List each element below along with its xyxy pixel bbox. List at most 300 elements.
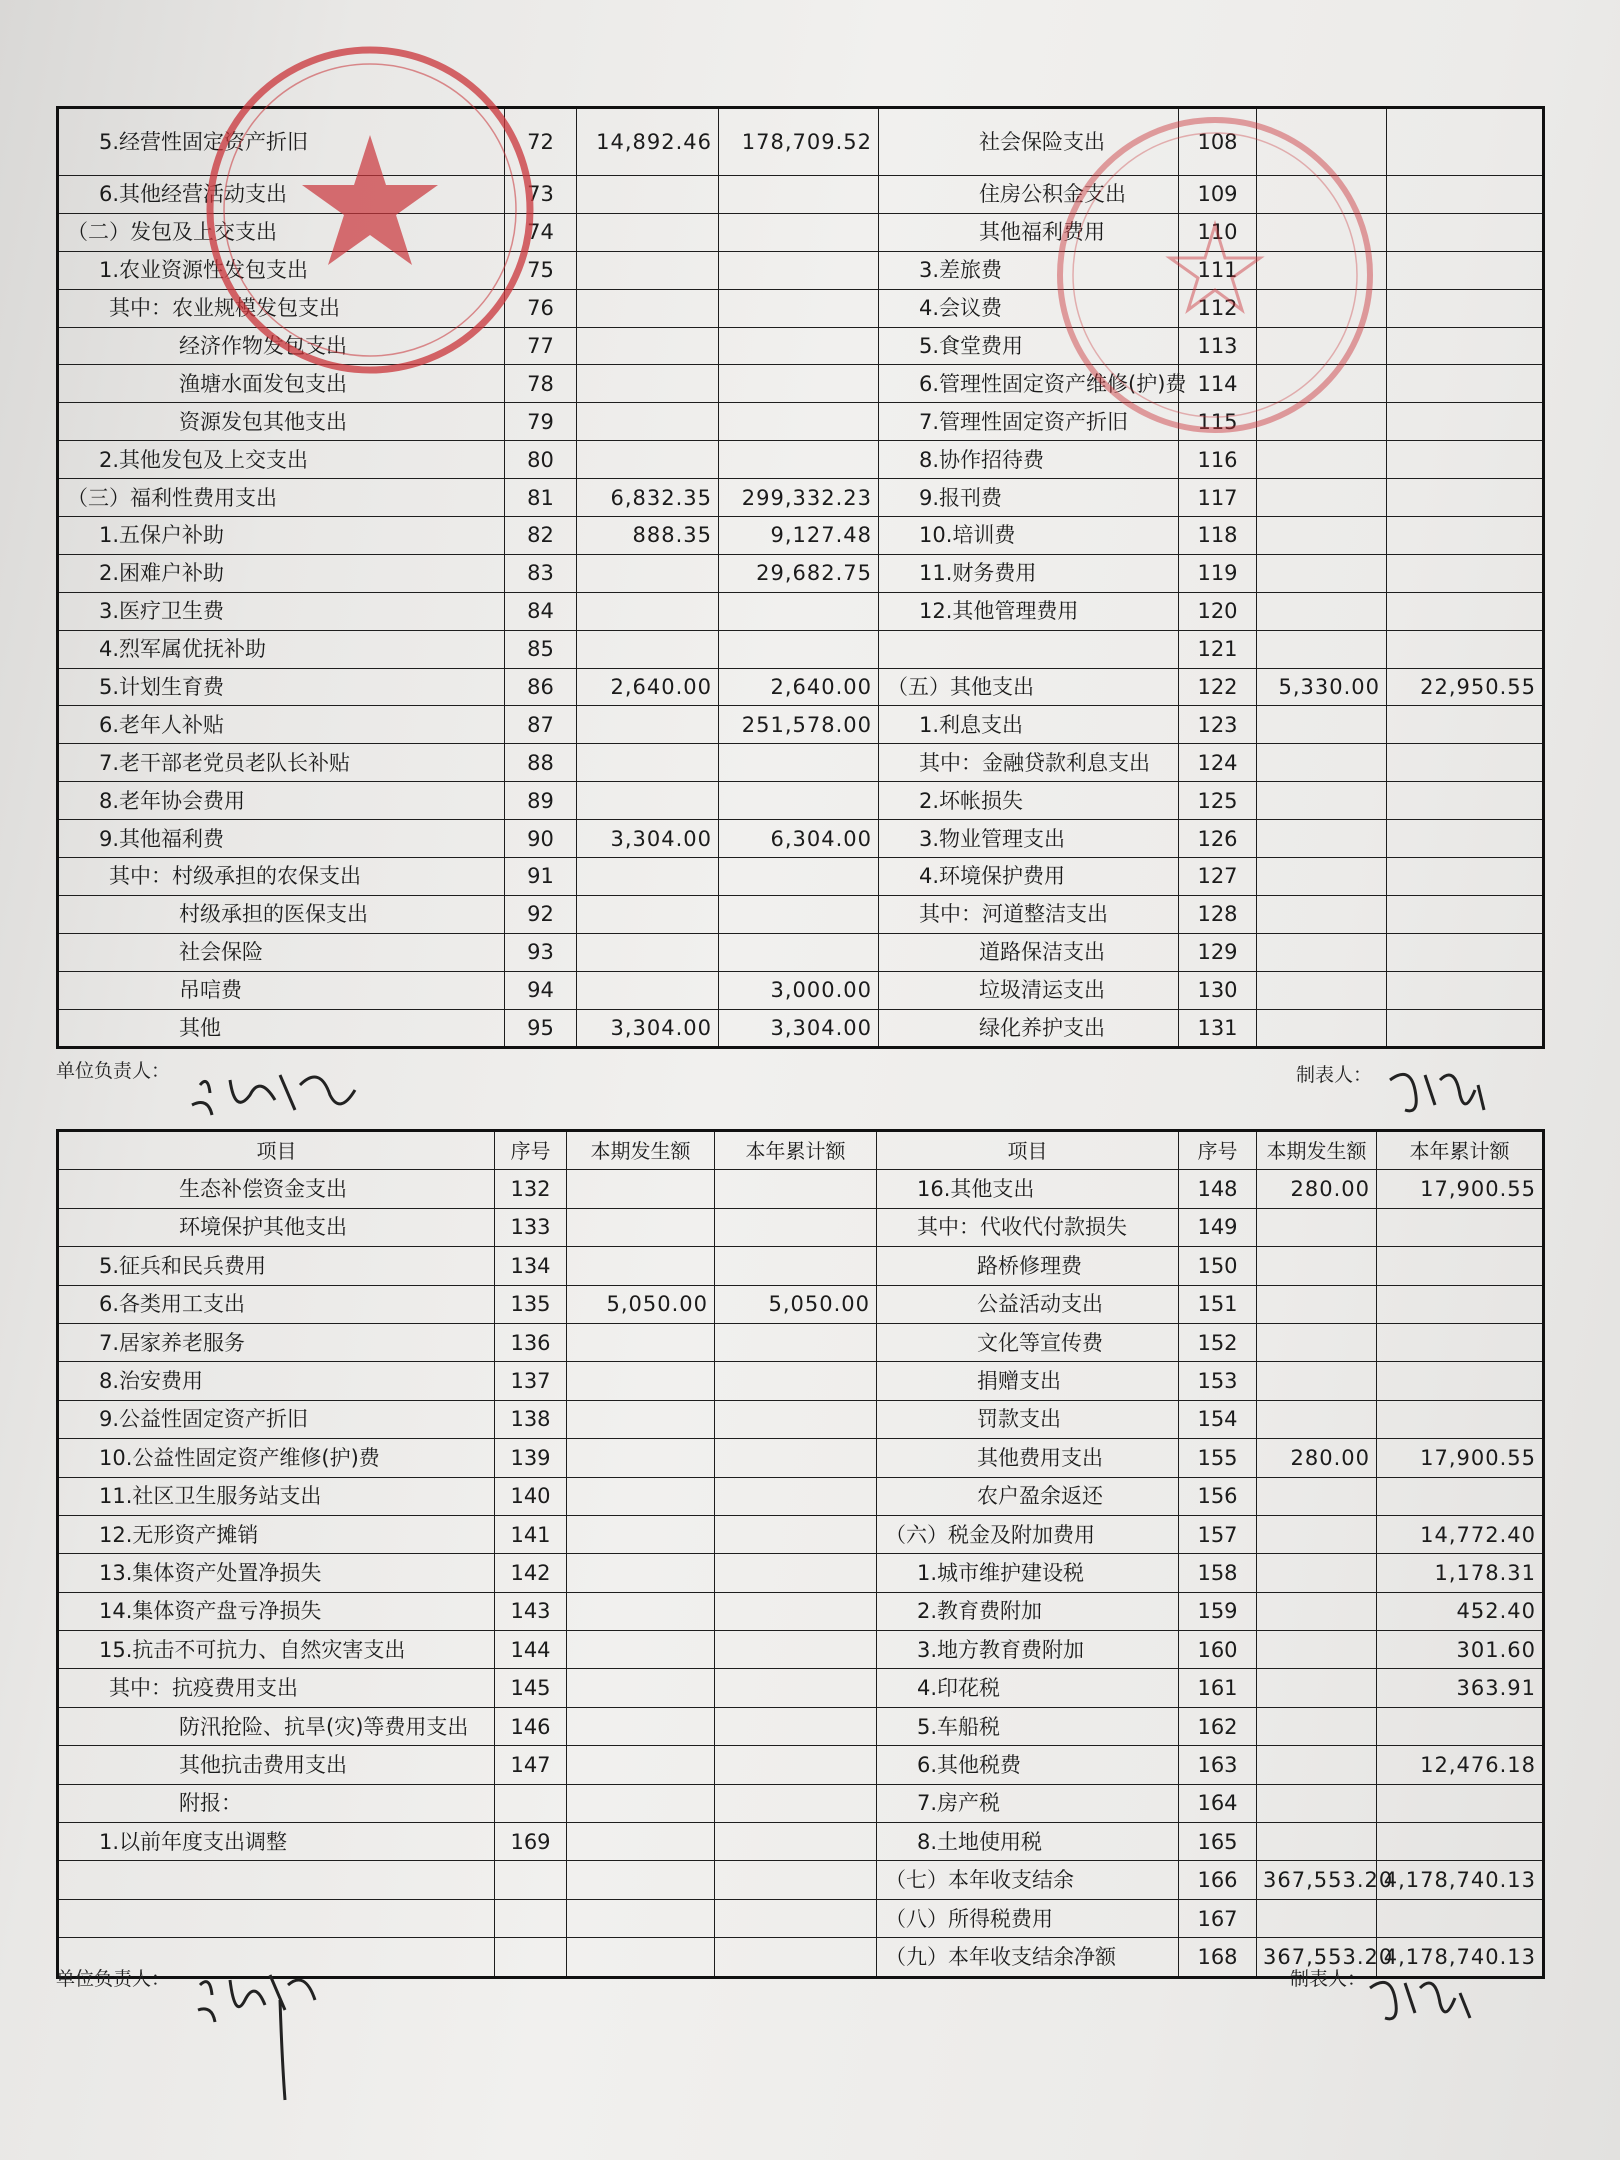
item-cell-right <box>879 630 1179 668</box>
item-cell-right: 捐赠支出 <box>877 1362 1179 1400</box>
seq-no-cell-right: 125 <box>1179 782 1257 820</box>
item-cell-right: 5.车船税 <box>877 1707 1179 1745</box>
seq-no-cell: 133 <box>495 1208 567 1246</box>
ytd-amount-cell-right <box>1387 782 1544 820</box>
period-amount-cell <box>567 1631 715 1669</box>
period-amount-cell <box>567 1861 715 1899</box>
item-cell-right: （五）其他支出 <box>879 668 1179 706</box>
seq-no-cell <box>495 1861 567 1899</box>
preparer-signature <box>1380 1060 1490 1120</box>
ytd-amount-cell-right <box>1387 441 1544 479</box>
table-row <box>58 1554 1544 1592</box>
item-cell-right: 11.财务费用 <box>879 554 1179 592</box>
seq-no-cell <box>495 1938 567 1977</box>
seq-no-cell-right: 153 <box>1179 1362 1257 1400</box>
seq-no-cell-right: 158 <box>1179 1554 1257 1592</box>
seq-no-cell: 145 <box>495 1669 567 1707</box>
period-amount-cell-right: 5,330.00 <box>1257 668 1387 706</box>
seq-no-cell-right: 131 <box>1179 1009 1257 1048</box>
seq-no-cell: 81 <box>505 479 577 517</box>
village-cooperative-seal <box>200 40 540 380</box>
item-cell: 资源发包其他支出 <box>58 403 505 441</box>
table-row <box>58 554 1544 592</box>
item-cell: 防汛抢险、抗旱(灾)等费用支出 <box>58 1707 495 1745</box>
item-cell-right: 3.地方教育费附加 <box>877 1631 1179 1669</box>
item-cell: 1.五保户补助 <box>58 517 505 555</box>
period-amount-cell <box>567 1477 715 1515</box>
community-seal <box>1050 110 1380 440</box>
item-cell-right: 社会保险支出 <box>879 108 1179 176</box>
item-cell-right: 8.土地使用税 <box>877 1823 1179 1861</box>
item-cell-right: 7.房产税 <box>877 1784 1179 1822</box>
seq-no-cell: 138 <box>495 1400 567 1438</box>
ytd-amount-cell-right <box>1387 517 1544 555</box>
table-row <box>58 1823 1544 1861</box>
seq-no-cell: 88 <box>505 744 577 782</box>
item-cell-right: 路桥修理费 <box>877 1247 1179 1285</box>
period-amount-cell <box>577 782 719 820</box>
header-item: 项目 <box>58 1131 495 1170</box>
period-amount-cell <box>577 858 719 896</box>
ytd-amount-cell: 9,127.48 <box>719 517 879 555</box>
table-row <box>58 1323 1544 1361</box>
period-amount-cell-right <box>1257 1285 1377 1323</box>
period-amount-cell-right <box>1257 1784 1377 1822</box>
period-amount-cell <box>577 403 719 441</box>
period-amount-cell-right <box>1257 1400 1377 1438</box>
period-amount-cell <box>567 1746 715 1784</box>
period-amount-cell <box>567 1899 715 1937</box>
header-ytd: 本年累计额 <box>715 1131 877 1170</box>
table-row <box>58 592 1544 630</box>
seq-no-cell-right: 118 <box>1179 517 1257 555</box>
ytd-amount-cell <box>715 1669 877 1707</box>
period-amount-cell-right <box>1257 554 1387 592</box>
ytd-amount-cell-right <box>1377 1899 1544 1937</box>
period-amount-cell-right: 280.00 <box>1257 1439 1377 1477</box>
ytd-amount-cell <box>715 1707 877 1745</box>
seq-no-cell-right: 152 <box>1179 1323 1257 1361</box>
period-amount-cell <box>577 176 719 214</box>
seq-no-cell-right: 119 <box>1179 554 1257 592</box>
ytd-amount-cell <box>715 1592 877 1630</box>
period-amount-cell <box>567 1515 715 1553</box>
item-cell: 1.以前年度支出调整 <box>58 1823 495 1861</box>
ytd-amount-cell-right <box>1387 1009 1544 1048</box>
ytd-amount-cell: 6,304.00 <box>719 820 879 858</box>
item-cell: 环境保护其他支出 <box>58 1208 495 1246</box>
seq-no-cell-right: 159 <box>1179 1592 1257 1630</box>
ytd-amount-cell-right <box>1377 1285 1544 1323</box>
item-cell-right: （六）税金及附加费用 <box>877 1515 1179 1553</box>
seq-no-cell-right: 112 <box>1179 289 1257 327</box>
seq-no-cell-right: 116 <box>1179 441 1257 479</box>
ytd-amount-cell-right <box>1377 1323 1544 1361</box>
period-amount-cell <box>567 1247 715 1285</box>
item-cell: 15.抗击不可抗力、自然灾害支出 <box>58 1631 495 1669</box>
ytd-amount-cell: 3,304.00 <box>719 1009 879 1048</box>
seq-no-cell-right: 127 <box>1179 858 1257 896</box>
ytd-amount-cell: 29,682.75 <box>719 554 879 592</box>
ytd-amount-cell <box>719 895 879 933</box>
item-cell: 其中：农业规模发包支出 <box>58 289 505 327</box>
ytd-amount-cell <box>715 1247 877 1285</box>
period-amount-cell <box>567 1823 715 1861</box>
table-row <box>58 517 1544 555</box>
header-ytd-right: 本年累计额 <box>1377 1131 1544 1170</box>
ytd-amount-cell-right <box>1377 1362 1544 1400</box>
period-amount-cell-right: 280.00 <box>1257 1170 1377 1208</box>
ytd-amount-cell-right <box>1377 1707 1544 1745</box>
seq-no-cell: 135 <box>495 1285 567 1323</box>
ytd-amount-cell-right <box>1387 554 1544 592</box>
ytd-amount-cell-right: 452.40 <box>1377 1592 1544 1630</box>
item-cell: 吊唁费 <box>58 971 505 1009</box>
seq-no-cell-right: 120 <box>1179 592 1257 630</box>
item-cell: （二）发包及上交支出 <box>58 213 505 251</box>
ytd-amount-cell-right <box>1377 1208 1544 1246</box>
period-amount-cell: 6,832.35 <box>577 479 719 517</box>
table-row <box>58 1746 1544 1784</box>
table-row <box>58 630 1544 668</box>
table-row <box>58 1400 1544 1438</box>
ytd-amount-cell-right <box>1387 403 1544 441</box>
seq-no-cell: 144 <box>495 1631 567 1669</box>
item-cell: 附报： <box>58 1784 495 1822</box>
seq-no-cell-right: 168 <box>1179 1938 1257 1977</box>
period-amount-cell <box>567 1208 715 1246</box>
period-amount-cell-right <box>1257 1009 1387 1048</box>
ytd-amount-cell-right <box>1387 176 1544 214</box>
seq-no-cell-right: 108 <box>1179 108 1257 176</box>
seq-no-cell: 75 <box>505 251 577 289</box>
ytd-amount-cell <box>715 1170 877 1208</box>
seq-no-cell: 93 <box>505 933 577 971</box>
item-cell: 14.集体资产盘亏净损失 <box>58 1592 495 1630</box>
seq-no-cell-right: 161 <box>1179 1669 1257 1707</box>
table-row <box>58 668 1544 706</box>
seq-no-cell: 77 <box>505 327 577 365</box>
item-cell-right: 其中：代收代付款损失 <box>877 1208 1179 1246</box>
seq-no-cell: 83 <box>505 554 577 592</box>
period-amount-cell-right: 367,553.20 <box>1257 1861 1377 1899</box>
item-cell: 2.困难户补助 <box>58 554 505 592</box>
seq-no-cell-right: 148 <box>1179 1170 1257 1208</box>
table-row <box>58 971 1544 1009</box>
period-amount-cell <box>577 213 719 251</box>
seq-no-cell-right: 128 <box>1179 895 1257 933</box>
table-row <box>58 1861 1544 1899</box>
item-cell: 13.集体资产处置净损失 <box>58 1554 495 1592</box>
item-cell: 1.农业资源性发包支出 <box>58 251 505 289</box>
seq-no-cell: 146 <box>495 1707 567 1745</box>
item-cell-right: （八）所得税费用 <box>877 1899 1179 1937</box>
ytd-amount-cell <box>715 1861 877 1899</box>
period-amount-cell <box>567 1362 715 1400</box>
ytd-amount-cell <box>719 630 879 668</box>
seq-no-cell-right: 110 <box>1179 213 1257 251</box>
item-cell-right: 4.印花税 <box>877 1669 1179 1707</box>
ytd-amount-cell-right: 1,178.31 <box>1377 1554 1544 1592</box>
item-cell <box>58 1899 495 1937</box>
seq-no-cell: 141 <box>495 1515 567 1553</box>
ytd-amount-cell <box>715 1208 877 1246</box>
table-row <box>58 1784 1544 1822</box>
seq-no-cell: 132 <box>495 1170 567 1208</box>
table-row <box>58 858 1544 896</box>
period-amount-cell-right <box>1257 820 1387 858</box>
item-cell: 生态补偿资金支出 <box>58 1170 495 1208</box>
item-cell-right: 其中：金融贷款利息支出 <box>879 744 1179 782</box>
table-row <box>58 1247 1544 1285</box>
seq-no-cell: 147 <box>495 1746 567 1784</box>
table-row <box>58 1208 1544 1246</box>
unit-head-signature <box>180 1055 370 1125</box>
period-amount-cell-right <box>1257 1592 1377 1630</box>
period-amount-cell-right <box>1257 592 1387 630</box>
seq-no-cell-right: 157 <box>1179 1515 1257 1553</box>
ytd-amount-cell-right <box>1387 820 1544 858</box>
item-cell: 其中：抗疫费用支出 <box>58 1669 495 1707</box>
item-cell-right: 6.管理性固定资产维修(护)费 <box>879 365 1179 403</box>
seq-no-cell-right: 167 <box>1179 1899 1257 1937</box>
seq-no-cell: 72 <box>505 108 577 176</box>
ytd-amount-cell-right <box>1387 933 1544 971</box>
period-amount-cell-right <box>1257 1477 1377 1515</box>
ytd-amount-cell-right: 14,772.40 <box>1377 1515 1544 1553</box>
seq-no-cell-right: 113 <box>1179 327 1257 365</box>
item-cell: 9.其他福利费 <box>58 820 505 858</box>
seq-no-cell: 92 <box>505 895 577 933</box>
ytd-amount-cell <box>715 1439 877 1477</box>
table-row <box>58 1669 1544 1707</box>
ytd-amount-cell <box>719 782 879 820</box>
item-cell: 4.烈军属优抚补助 <box>58 630 505 668</box>
seq-no-cell-right: 155 <box>1179 1439 1257 1477</box>
seq-no-cell-right: 154 <box>1179 1400 1257 1438</box>
ytd-amount-cell-right <box>1387 744 1544 782</box>
item-cell: （三）福利性费用支出 <box>58 479 505 517</box>
period-amount-cell-right <box>1257 933 1387 971</box>
ytd-amount-cell <box>715 1400 877 1438</box>
period-amount-cell-right <box>1257 1362 1377 1400</box>
table-row <box>58 1439 1544 1477</box>
seq-no-cell-right: 160 <box>1179 1631 1257 1669</box>
ytd-amount-cell <box>715 1554 877 1592</box>
table-row <box>58 479 1544 517</box>
seq-no-cell-right: 165 <box>1179 1823 1257 1861</box>
period-amount-cell-right <box>1257 1669 1377 1707</box>
period-amount-cell <box>577 592 719 630</box>
item-cell: 6.老年人补贴 <box>58 706 505 744</box>
seq-no-cell: 169 <box>495 1823 567 1861</box>
ytd-amount-cell <box>719 327 879 365</box>
ytd-amount-cell <box>719 744 879 782</box>
ytd-amount-cell-right: 363.91 <box>1377 1669 1544 1707</box>
item-cell <box>58 1861 495 1899</box>
seq-no-cell-right: 163 <box>1179 1746 1257 1784</box>
seq-no-cell-right: 166 <box>1179 1861 1257 1899</box>
item-cell: 其他抗击费用支出 <box>58 1746 495 1784</box>
ytd-amount-cell-right: 4,178,740.13 <box>1377 1938 1544 1977</box>
period-amount-cell-right <box>1257 1554 1377 1592</box>
ytd-amount-cell <box>715 1362 877 1400</box>
table-row <box>58 744 1544 782</box>
table-row <box>58 1285 1544 1323</box>
item-cell: 村级承担的医保支出 <box>58 895 505 933</box>
item-cell: 3.医疗卫生费 <box>58 592 505 630</box>
period-amount-cell <box>567 1707 715 1745</box>
seq-no-cell: 139 <box>495 1439 567 1477</box>
item-cell-right: 9.报刊费 <box>879 479 1179 517</box>
table-row <box>58 933 1544 971</box>
seq-no-cell-right: 126 <box>1179 820 1257 858</box>
seq-no-cell: 85 <box>505 630 577 668</box>
seq-no-cell: 89 <box>505 782 577 820</box>
preparer-label: 制表人： <box>1296 1064 1373 1086</box>
seq-no-cell: 95 <box>505 1009 577 1048</box>
ytd-amount-cell-right <box>1387 479 1544 517</box>
item-cell-right: （七）本年收支结余 <box>877 1861 1179 1899</box>
seq-no-cell-right: 109 <box>1179 176 1257 214</box>
item-cell-right: 3.物业管理支出 <box>879 820 1179 858</box>
period-amount-cell <box>577 744 719 782</box>
period-amount-cell <box>567 1938 715 1977</box>
ytd-amount-cell-right: 22,950.55 <box>1387 668 1544 706</box>
expense-table-lower <box>56 1129 1545 1979</box>
seq-no-cell-right: 114 <box>1179 365 1257 403</box>
table-row <box>58 1362 1544 1400</box>
seq-no-cell-right: 129 <box>1179 933 1257 971</box>
period-amount-cell <box>577 630 719 668</box>
period-amount-cell <box>567 1400 715 1438</box>
seq-no-cell: 82 <box>505 517 577 555</box>
ytd-amount-cell-right: 301.60 <box>1377 1631 1544 1669</box>
period-amount-cell <box>567 1439 715 1477</box>
seq-no-cell: 140 <box>495 1477 567 1515</box>
ytd-amount-cell <box>715 1477 877 1515</box>
period-amount-cell: 2,640.00 <box>577 668 719 706</box>
item-cell: 6.其他经营活动支出 <box>58 176 505 214</box>
ytd-amount-cell: 2,640.00 <box>719 668 879 706</box>
ytd-amount-cell <box>719 858 879 896</box>
item-cell: 5.计划生育费 <box>58 668 505 706</box>
period-amount-cell <box>567 1784 715 1822</box>
seq-no-cell-right: 123 <box>1179 706 1257 744</box>
seq-no-cell: 87 <box>505 706 577 744</box>
ytd-amount-cell <box>719 251 879 289</box>
seq-no-cell: 80 <box>505 441 577 479</box>
item-cell: 2.其他发包及上交支出 <box>58 441 505 479</box>
period-amount-cell-right <box>1257 1707 1377 1745</box>
ytd-amount-cell-right <box>1377 1784 1544 1822</box>
item-cell: 9.公益性固定资产折旧 <box>58 1400 495 1438</box>
period-amount-cell <box>567 1554 715 1592</box>
ytd-amount-cell-right <box>1377 1823 1544 1861</box>
ytd-amount-cell-right <box>1387 289 1544 327</box>
ytd-amount-cell-right <box>1377 1477 1544 1515</box>
table-row <box>58 441 1544 479</box>
item-cell: 11.社区卫生服务站支出 <box>58 1477 495 1515</box>
period-amount-cell: 3,304.00 <box>577 1009 719 1048</box>
item-cell: 7.居家养老服务 <box>58 1323 495 1361</box>
period-amount-cell-right <box>1257 1323 1377 1361</box>
seq-no-cell <box>495 1784 567 1822</box>
item-cell: 其中：村级承担的农保支出 <box>58 858 505 896</box>
item-cell-right: 其他费用支出 <box>877 1439 1179 1477</box>
period-amount-cell-right <box>1257 1247 1377 1285</box>
ytd-amount-cell <box>715 1823 877 1861</box>
ytd-amount-cell <box>719 365 879 403</box>
ytd-amount-cell <box>715 1323 877 1361</box>
period-amount-cell-right <box>1257 782 1387 820</box>
table-row <box>58 1170 1544 1208</box>
item-cell-right: 其中：河道整洁支出 <box>879 895 1179 933</box>
ytd-amount-cell-right <box>1387 895 1544 933</box>
seq-no-cell-right: 124 <box>1179 744 1257 782</box>
item-cell: 其他 <box>58 1009 505 1048</box>
item-cell: 5.经营性固定资产折旧 <box>58 108 505 176</box>
item-cell-right: 4.会议费 <box>879 289 1179 327</box>
ytd-amount-cell: 178,709.52 <box>719 108 879 176</box>
item-cell-right: 12.其他管理费用 <box>879 592 1179 630</box>
item-cell-right: 16.其他支出 <box>877 1170 1179 1208</box>
item-cell-right: 4.环境保护费用 <box>879 858 1179 896</box>
ytd-amount-cell-right <box>1387 108 1544 176</box>
period-amount-cell <box>577 971 719 1009</box>
ytd-amount-cell-right <box>1387 365 1544 403</box>
ytd-amount-cell <box>719 176 879 214</box>
period-amount-cell-right <box>1257 479 1387 517</box>
unit-head-label: 单位负责人： <box>56 1060 171 1082</box>
item-cell-right: 2.教育费附加 <box>877 1592 1179 1630</box>
ytd-amount-cell-right: 12,476.18 <box>1377 1746 1544 1784</box>
seq-no-cell: 86 <box>505 668 577 706</box>
seq-no-cell: 94 <box>505 971 577 1009</box>
ytd-amount-cell <box>715 1784 877 1822</box>
ytd-amount-cell-right <box>1387 971 1544 1009</box>
header-period: 本期发生额 <box>567 1131 715 1170</box>
table-row <box>58 1592 1544 1630</box>
item-cell-right: 罚款支出 <box>877 1400 1179 1438</box>
period-amount-cell <box>567 1170 715 1208</box>
ytd-amount-cell-right: 17,900.55 <box>1377 1170 1544 1208</box>
period-amount-cell <box>577 441 719 479</box>
ytd-amount-cell <box>719 213 879 251</box>
item-cell-right: 8.协作招待费 <box>879 441 1179 479</box>
seq-no-cell: 74 <box>505 213 577 251</box>
period-amount-cell <box>567 1592 715 1630</box>
period-amount-cell-right <box>1257 1631 1377 1669</box>
item-cell: 社会保险 <box>58 933 505 971</box>
seq-no-cell: 137 <box>495 1362 567 1400</box>
ytd-amount-cell <box>719 403 879 441</box>
period-amount-cell: 5,050.00 <box>567 1285 715 1323</box>
header-no: 序号 <box>495 1131 567 1170</box>
period-amount-cell-right <box>1257 971 1387 1009</box>
item-cell-right: 1.城市维护建设税 <box>877 1554 1179 1592</box>
seq-no-cell-right: 115 <box>1179 403 1257 441</box>
item-cell-right: 道路保洁支出 <box>879 933 1179 971</box>
item-cell: 经济作物发包支出 <box>58 327 505 365</box>
ytd-amount-cell <box>715 1515 877 1553</box>
item-cell: 8.治安费用 <box>58 1362 495 1400</box>
period-amount-cell-right <box>1257 441 1387 479</box>
seq-no-cell: 143 <box>495 1592 567 1630</box>
unit-head-label-bottom: 单位负责人： <box>56 1968 171 1990</box>
seq-no-cell: 91 <box>505 858 577 896</box>
period-amount-cell <box>567 1669 715 1707</box>
